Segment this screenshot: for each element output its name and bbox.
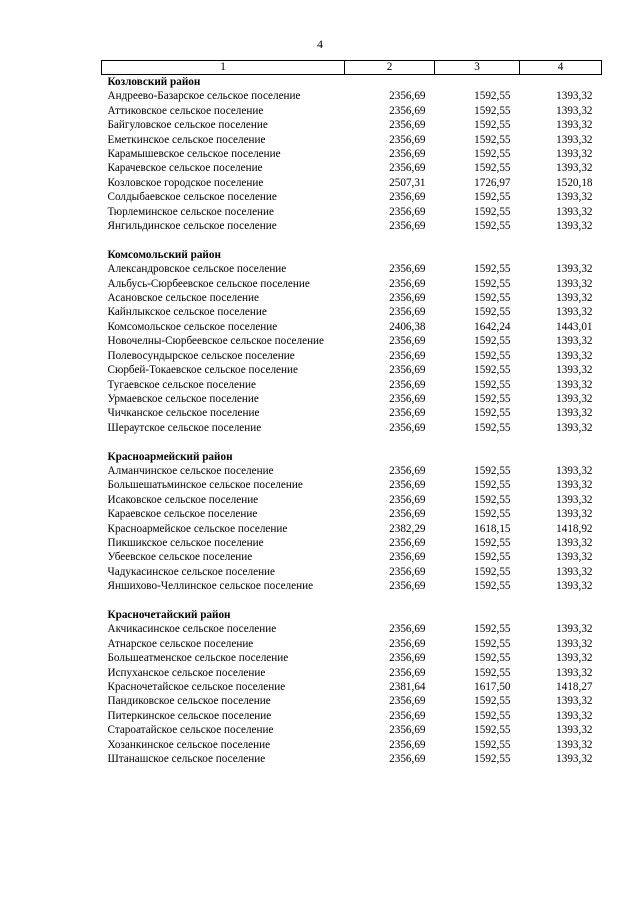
- value-col-2: 2406,38: [389, 320, 426, 333]
- value-col-4: 1393,32: [556, 479, 593, 492]
- section-gap: [102, 594, 602, 608]
- value-col-2: 2356,69: [389, 421, 426, 434]
- value-col-4: 1393,32: [556, 205, 593, 218]
- table-row: [102, 565, 602, 579]
- value-col-3: 1726,97: [474, 176, 511, 189]
- table-row: [102, 637, 602, 651]
- district-title: Козловский район: [107, 76, 201, 88]
- value-col-3: 1592,55: [474, 652, 511, 665]
- value-col-3: 1592,55: [474, 162, 511, 175]
- table-row: [102, 392, 602, 406]
- value-col-2: 2356,69: [389, 104, 426, 117]
- table-row: [102, 305, 602, 319]
- settlement-name: Питеркинское сельское поселение: [107, 709, 272, 722]
- value-col-4: 1393,32: [556, 220, 593, 233]
- settlement-name: Атнарское сельское поселение: [107, 637, 254, 650]
- district-title: Красноармейский район: [107, 450, 233, 463]
- table-row: [102, 363, 602, 377]
- value-col-3: 1592,55: [474, 104, 511, 117]
- value-col-4: 1393,32: [556, 335, 593, 348]
- value-col-2: 2356,69: [389, 364, 426, 377]
- value-col-3: 1592,55: [474, 565, 511, 578]
- value-col-3: 1592,55: [474, 133, 511, 146]
- value-col-3: 1592,55: [474, 421, 511, 434]
- district-heading: [102, 75, 602, 90]
- settlement-name: Андреево-Базарское сельское поселение: [107, 90, 301, 103]
- value-col-3: 1617,50: [474, 681, 511, 694]
- value-col-2: 2356,69: [389, 133, 426, 146]
- settlement-name: Убеевское сельское поселение: [107, 551, 253, 564]
- settlement-name: Алманчинское сельское поселение: [107, 464, 274, 477]
- value-col-2: 2356,69: [389, 565, 426, 578]
- value-col-2: 2356,69: [389, 637, 426, 650]
- value-col-3: 1592,55: [474, 392, 511, 405]
- value-col-4: 1393,32: [556, 364, 593, 377]
- tariff-table: [101, 60, 602, 766]
- value-col-3: 1592,55: [474, 90, 511, 103]
- settlement-name: Аттиковское сельское поселение: [107, 104, 264, 117]
- value-col-4: 1418,92: [556, 522, 593, 535]
- value-col-3: 1592,55: [474, 378, 511, 391]
- settlement-name: Альбусь-Сюрбеевское сельское поселение: [107, 277, 310, 290]
- value-col-2: 2356,69: [389, 205, 426, 218]
- value-col-3: 1592,55: [474, 709, 511, 722]
- table-row: [102, 651, 602, 665]
- value-col-4: 1443,01: [556, 320, 593, 333]
- section-gap: [102, 233, 602, 247]
- table-row: [102, 723, 602, 737]
- value-col-4: 1393,32: [556, 493, 593, 506]
- table-row: [102, 277, 602, 291]
- table-row: [102, 320, 602, 334]
- settlement-name: Испуханское сельское поселение: [107, 666, 266, 679]
- value-col-4: 1393,32: [556, 191, 593, 204]
- value-col-2: 2356,69: [389, 493, 426, 506]
- district-heading: [102, 248, 602, 262]
- value-col-2: 2356,69: [389, 666, 426, 679]
- value-col-3: 1592,55: [474, 551, 511, 564]
- table-row: [102, 421, 602, 435]
- settlement-name: Кайнлыкское сельское поселение: [107, 306, 267, 319]
- value-col-2: 2356,69: [389, 479, 426, 492]
- settlement-name: Байгуловское сельское поселение: [107, 119, 268, 132]
- table-row: [102, 536, 602, 550]
- value-col-3: 1592,55: [474, 148, 511, 161]
- value-col-2: 2356,69: [389, 551, 426, 564]
- settlement-name: Староатайское сельское поселение: [107, 724, 274, 737]
- table-row: [102, 104, 602, 118]
- value-col-3: 1592,55: [474, 407, 511, 420]
- district-heading: [102, 450, 602, 464]
- table-row: [102, 666, 602, 680]
- value-col-4: 1393,32: [556, 536, 593, 549]
- table-row: [102, 118, 602, 132]
- settlement-name: Полевосундырское сельское поселение: [107, 349, 295, 362]
- value-col-3: 1592,55: [474, 349, 511, 362]
- table-row: [102, 219, 602, 233]
- value-col-3: 1592,55: [474, 724, 511, 737]
- table-row: [102, 334, 602, 348]
- value-col-4: 1393,32: [556, 277, 593, 290]
- table-row: [102, 709, 602, 723]
- table-row: [102, 89, 602, 103]
- value-col-4: 1393,32: [556, 724, 593, 737]
- header-col-1: 1: [102, 61, 345, 75]
- settlement-name: Солдыбаевское сельское поселение: [107, 191, 277, 204]
- value-col-2: 2356,69: [389, 724, 426, 737]
- table-body: [102, 75, 602, 767]
- value-col-3: 1592,55: [474, 580, 511, 593]
- settlement-name: Александровское сельское поселение: [107, 263, 287, 276]
- value-col-2: 2356,69: [389, 191, 426, 204]
- value-col-2: 2356,69: [389, 508, 426, 521]
- value-col-3: 1618,15: [474, 522, 511, 535]
- table-row: [102, 378, 602, 392]
- table-row: [102, 622, 602, 636]
- value-col-4: 1393,32: [556, 133, 593, 146]
- table-row: [102, 550, 602, 564]
- table-row: [102, 406, 602, 420]
- table-row: [102, 291, 602, 305]
- value-col-2: 2356,69: [389, 709, 426, 722]
- value-col-3: 1592,55: [474, 191, 511, 204]
- value-col-4: 1393,32: [556, 508, 593, 521]
- value-col-2: 2356,69: [389, 580, 426, 593]
- value-col-2: 2356,69: [389, 753, 426, 766]
- district-heading: [102, 608, 602, 622]
- value-col-4: 1393,32: [556, 623, 593, 636]
- value-col-2: 2356,69: [389, 623, 426, 636]
- value-col-3: 1592,55: [474, 479, 511, 492]
- value-col-3: 1592,55: [474, 666, 511, 679]
- value-col-2: 2382,29: [389, 522, 426, 535]
- table-row: [102, 522, 602, 536]
- table-row: [102, 464, 602, 478]
- settlement-name: Комсомольское сельское поселение: [107, 320, 278, 333]
- settlement-name: Новочелны-Сюрбеевское сельское поселение: [107, 335, 325, 348]
- table-row: [102, 176, 602, 190]
- table-row: [102, 680, 602, 694]
- value-col-2: 2356,69: [389, 220, 426, 233]
- settlement-name: Карачевское сельское поселение: [107, 162, 263, 175]
- value-col-4: 1393,32: [556, 263, 593, 276]
- settlement-name: Пандиковское сельское поселение: [107, 695, 271, 708]
- value-col-2: 2356,69: [389, 162, 426, 175]
- value-col-2: 2356,69: [389, 148, 426, 161]
- value-col-3: 1642,24: [474, 320, 511, 333]
- value-col-4: 1393,32: [556, 378, 593, 391]
- section-gap: [102, 435, 602, 449]
- value-col-3: 1592,55: [474, 364, 511, 377]
- value-col-4: 1393,32: [556, 90, 593, 103]
- value-col-4: 1393,32: [556, 392, 593, 405]
- value-col-3: 1592,55: [474, 263, 511, 276]
- table-row: [102, 147, 602, 161]
- settlement-name: Еметкинское сельское поселение: [107, 133, 266, 146]
- table-row: [102, 205, 602, 219]
- value-col-4: 1520,18: [556, 176, 593, 189]
- header-col-4: 4: [520, 61, 602, 75]
- settlement-name: Большешатьминское сельское поселение: [107, 479, 303, 492]
- value-col-3: 1592,55: [474, 738, 511, 751]
- settlement-name: Красноармейское сельское поселение: [107, 522, 288, 535]
- settlement-name: Чадукасинское сельское поселение: [107, 565, 276, 578]
- value-col-2: 2356,69: [389, 652, 426, 665]
- value-col-2: 2356,69: [389, 407, 426, 420]
- value-col-3: 1592,55: [474, 306, 511, 319]
- value-col-4: 1393,32: [556, 709, 593, 722]
- value-col-2: 2356,69: [389, 306, 426, 319]
- value-col-3: 1592,55: [474, 623, 511, 636]
- settlement-name: Чичканское сельское поселение: [107, 407, 260, 420]
- settlement-name: Карамышевское сельское поселение: [107, 148, 281, 161]
- settlement-name: Яншихово-Челлинское сельское поселение: [107, 580, 314, 593]
- value-col-3: 1592,55: [474, 493, 511, 506]
- value-col-2: 2356,69: [389, 378, 426, 391]
- value-col-3: 1592,55: [474, 753, 511, 766]
- header-col-3: 3: [435, 61, 520, 75]
- value-col-4: 1393,32: [556, 292, 593, 305]
- settlement-name: Янгильдинское сельское поселение: [107, 220, 277, 233]
- district-title: Комсомольский район: [107, 248, 221, 261]
- settlement-name: Пикшикское сельское поселение: [107, 536, 264, 549]
- value-col-2: 2356,69: [389, 90, 426, 103]
- value-col-4: 1393,32: [556, 551, 593, 564]
- value-col-4: 1393,32: [556, 349, 593, 362]
- settlement-name: Асановское сельское поселение: [107, 292, 259, 305]
- value-col-2: 2356,69: [389, 392, 426, 405]
- settlement-name: Большеатменское сельское поселение: [107, 652, 289, 665]
- settlement-name: Шераутское сельское поселение: [107, 421, 262, 434]
- settlement-name: Сюрбей-Токаевское сельское поселение: [107, 364, 298, 377]
- value-col-4: 1393,32: [556, 565, 593, 578]
- table-row: [102, 493, 602, 507]
- value-col-2: 2381,64: [389, 681, 426, 694]
- value-col-4: 1393,32: [556, 148, 593, 161]
- table-row: [102, 161, 602, 175]
- value-col-3: 1592,55: [474, 508, 511, 521]
- value-col-3: 1592,55: [474, 205, 511, 218]
- settlement-name: Караевское сельское поселение: [107, 508, 258, 521]
- value-col-2: 2356,69: [389, 292, 426, 305]
- value-col-4: 1393,32: [556, 652, 593, 665]
- settlement-name: Тюрлеминское сельское поселение: [107, 205, 275, 218]
- value-col-2: 2356,69: [389, 695, 426, 708]
- value-col-2: 2356,69: [389, 536, 426, 549]
- value-col-4: 1393,32: [556, 580, 593, 593]
- value-col-3: 1592,55: [474, 335, 511, 348]
- settlement-name: Акчикасинское сельское поселение: [107, 623, 277, 636]
- table-row: [102, 190, 602, 204]
- table-row: [102, 262, 602, 276]
- value-col-3: 1592,55: [474, 220, 511, 233]
- value-col-4: 1393,32: [556, 119, 593, 132]
- value-col-2: 2356,69: [389, 738, 426, 751]
- settlement-name: Красночетайское сельское поселение: [107, 681, 286, 694]
- table-row: [102, 133, 602, 147]
- value-col-4: 1393,32: [556, 162, 593, 175]
- table-row: [102, 579, 602, 593]
- value-col-3: 1592,55: [474, 536, 511, 549]
- value-col-4: 1393,32: [556, 306, 593, 319]
- settlement-name: Штанашское сельское поселение: [107, 753, 266, 766]
- value-col-2: 2507,31: [389, 176, 426, 189]
- value-col-4: 1393,32: [556, 666, 593, 679]
- value-col-3: 1592,55: [474, 695, 511, 708]
- table-header: [102, 61, 602, 75]
- value-col-3: 1592,55: [474, 464, 511, 477]
- settlement-name: Исаковское сельское поселение: [107, 493, 259, 506]
- value-col-4: 1418,27: [556, 681, 593, 694]
- page-number: 4: [317, 37, 323, 51]
- value-col-4: 1393,32: [556, 104, 593, 117]
- value-col-4: 1393,32: [556, 753, 593, 766]
- value-col-3: 1592,55: [474, 637, 511, 650]
- table-row: [102, 694, 602, 708]
- table-row: [102, 507, 602, 521]
- settlement-name: Хозанкинское сельское поселение: [107, 738, 271, 751]
- value-col-2: 2356,69: [389, 263, 426, 276]
- header-col-2: 2: [345, 61, 435, 75]
- value-col-4: 1393,32: [556, 421, 593, 434]
- value-col-4: 1393,32: [556, 464, 593, 477]
- settlement-name: Козловское городское поселение: [107, 176, 264, 189]
- table-row: [102, 738, 602, 752]
- value-col-2: 2356,69: [389, 335, 426, 348]
- table-row: [102, 478, 602, 492]
- table-row: [102, 752, 602, 766]
- value-col-2: 2356,69: [389, 277, 426, 290]
- value-col-4: 1393,32: [556, 695, 593, 708]
- table-row: [102, 349, 602, 363]
- settlement-name: Тугаевское сельское поселение: [107, 378, 256, 391]
- settlement-name: Урмаевское сельское поселение: [107, 392, 259, 405]
- value-col-4: 1393,32: [556, 637, 593, 650]
- value-col-2: 2356,69: [389, 349, 426, 362]
- value-col-2: 2356,69: [389, 119, 426, 132]
- value-col-3: 1592,55: [474, 292, 511, 305]
- value-col-4: 1393,32: [556, 407, 593, 420]
- value-col-3: 1592,55: [474, 119, 511, 132]
- value-col-4: 1393,32: [556, 738, 593, 751]
- value-col-3: 1592,55: [474, 277, 511, 290]
- district-title: Красночетайский район: [107, 608, 231, 621]
- value-col-2: 2356,69: [389, 464, 426, 477]
